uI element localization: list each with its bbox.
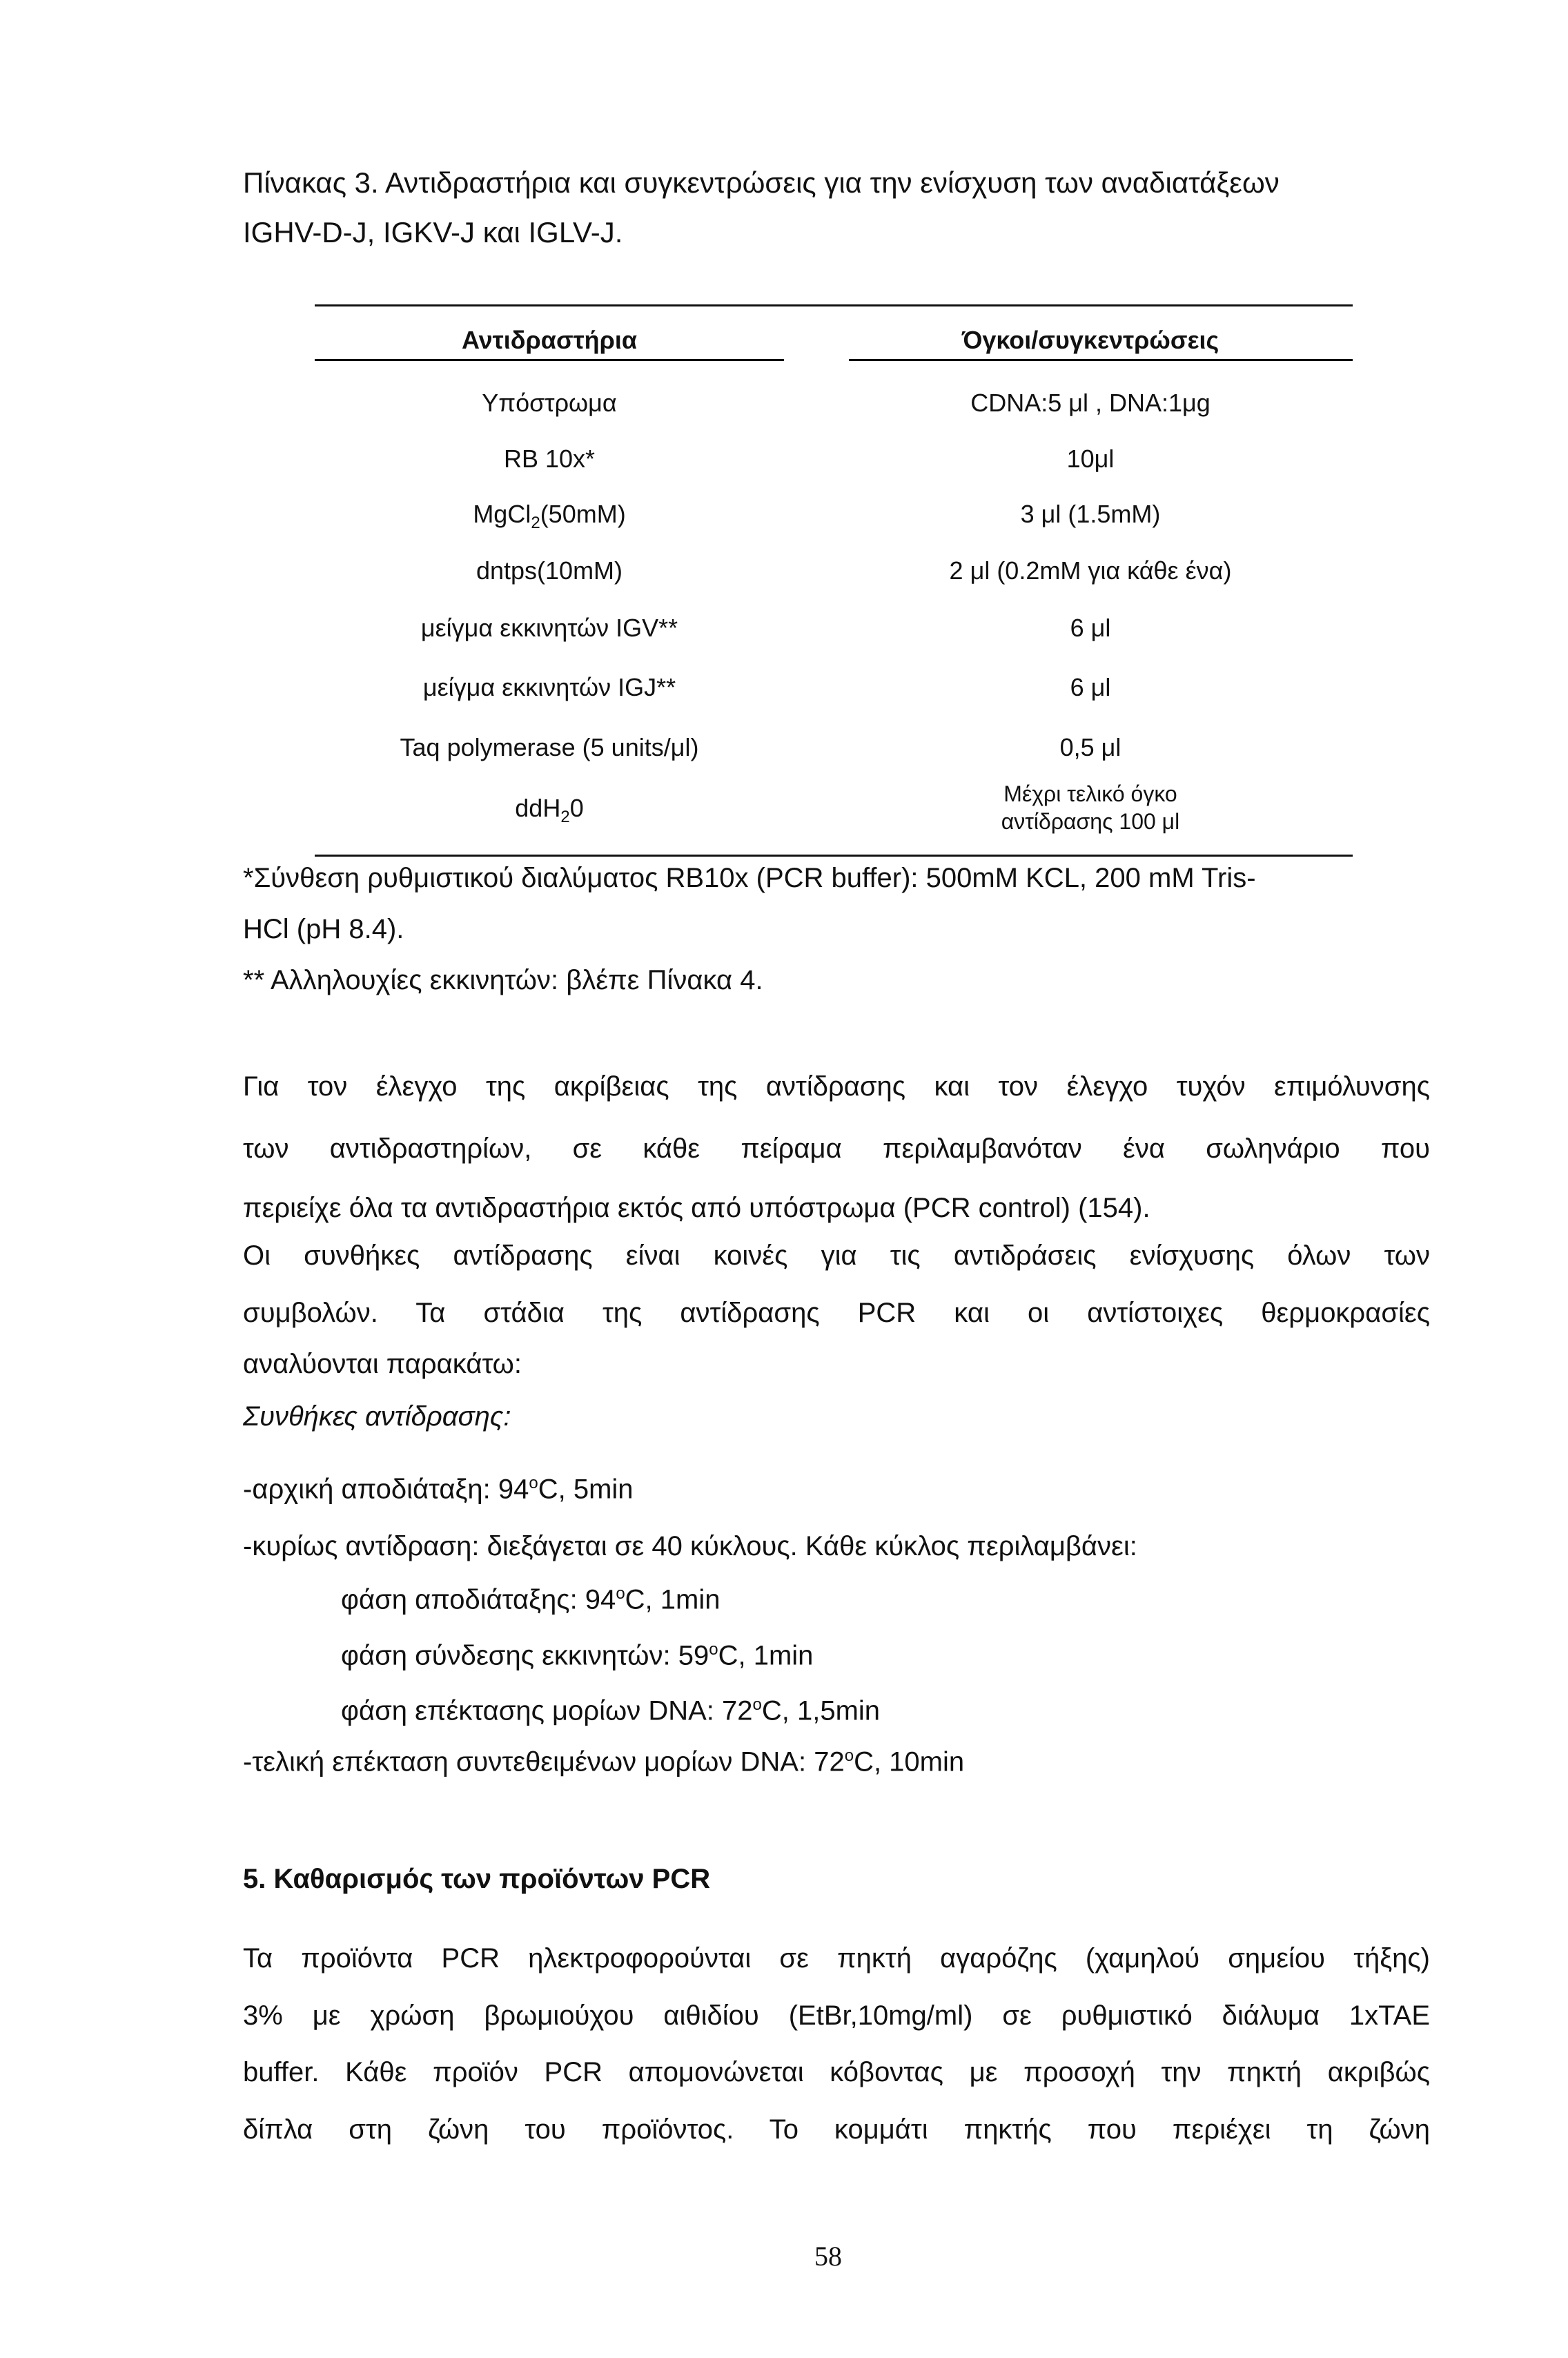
- footnote-primers: ** Αλληλουχίες εκκινητών: βλέπε Πίνακα 4.: [243, 965, 763, 995]
- table-row-amount: Μέχρι τελικό όγκο αντίδρασης 100 μl: [1001, 781, 1180, 834]
- paragraph-line: Για τον έλεγχο της ακρίβειας της αντίδρασης και τον έλεγχο τυχόν επιμόλυνσης: [243, 1071, 1430, 1102]
- paragraph-line: αναλύονται παρακάτω:: [243, 1349, 522, 1379]
- condition-initial-denaturation: -αρχική αποδιάταξη: 94$^o$C, 5min: [243, 1474, 634, 1505]
- column-header-reagents: Αντιδραστήρια: [461, 326, 638, 354]
- table-caption-line-1: Πίνακας 3. Αντιδραστήρια και συγκεντρώσεις για την ενίσχυση των αναδιατάξεων: [243, 166, 1280, 199]
- table-row-amount: 3 μl (1.5mM): [1020, 500, 1161, 528]
- header-underline-right: [849, 359, 1353, 361]
- table-row-reagent: Taq polymerase (5 units/μl): [400, 733, 699, 761]
- condition-phase-extension: φάση επέκτασης μορίων DNA: 72$^o$C, 1,5min: [341, 1695, 881, 1726]
- table-caption-line-2: IGHV-D-J, IGKV-J και IGLV-J.: [243, 216, 623, 249]
- table-row-reagent: μείγμα εκκινητών IGJ**: [422, 673, 676, 701]
- section-paragraph-line: δίπλα στη ζώνη του προϊόντος. Το κομμάτι πηκτής που περιέχει τη ζώνη: [243, 2114, 1430, 2145]
- table-row-amount: 10μl: [1066, 445, 1115, 473]
- header-underline-left: [315, 359, 784, 361]
- table-top-rule: [315, 304, 1353, 306]
- table-row-amount: CDNA:5 μl , DNA:1μg: [970, 389, 1211, 417]
- condition-phase-denaturation: φάση αποδιάταξης: 94$^o$C, 1min: [341, 1584, 721, 1615]
- table-row-amount: 2 μl (0.2mM για κάθε ένα): [949, 556, 1232, 585]
- table-row-reagent: dntps(10mM): [476, 556, 623, 585]
- table-row-reagent: Υπόστρωμα: [482, 389, 617, 417]
- footnote-buffer-line-1: *Σύνθεση ρυθμιστικού διαλύματος RB10x (PCR buffer): 500mM KCL, 200 mM Tris-: [243, 863, 1256, 893]
- paragraph-line: περιείχε όλα τα αντιδραστήρια εκτός από υπόστρωμα (PCR control) (154).: [243, 1193, 1150, 1223]
- page-number: 58: [814, 2241, 842, 2272]
- table-bottom-rule: [315, 855, 1353, 857]
- footnote-buffer-line-2: HCl (pH 8.4).: [243, 914, 404, 944]
- paragraph-line: των αντιδραστηρίων, σε κάθε πείραμα περιλαμβανόταν ένα σωληνάριο που: [243, 1133, 1430, 1164]
- table-row-reagent: RB 10x*: [503, 445, 596, 473]
- section-paragraph-line: Τα προϊόντα PCR ηλεκτροφορούνται σε πηκτή αγαρόζης (χαμηλού σημείου τήξης): [243, 1943, 1430, 1974]
- table-row-amount: 0,5 μl: [1059, 733, 1121, 761]
- table-row-reagent: MgCl$_2$(50mM): [473, 500, 626, 533]
- section-paragraph-line: 3% με χρώση βρωμιούχου αιθιδίου (EtBr,10mg/ml) σε ρυθμιστικό διάλυμα 1xTAE: [243, 2000, 1430, 2031]
- paragraph-line: Οι συνθήκες αντίδρασης είναι κοινές για τις αντιδράσεις ενίσχυσης όλων των: [243, 1240, 1430, 1271]
- condition-phase-annealing: φάση σύνδεσης εκκινητών: 59$^o$C, 1min: [341, 1640, 814, 1671]
- table-row-amount: 6 μl: [1070, 614, 1111, 642]
- table-row-reagent: ddH$_2$0: [515, 794, 584, 827]
- condition-final-extension: -τελική επέκταση συντεθειμένων μορίων DNA: 72$^o$C, 10min: [243, 1746, 965, 1777]
- table-row-amount: 6 μl: [1070, 673, 1111, 701]
- paragraph-line: συμβολών. Τα στάδια της αντίδρασης PCR και οι αντίστοιχες θερμοκρασίες: [243, 1298, 1430, 1328]
- condition-main-reaction: -κυρίως αντίδραση: διεξάγεται σε 40 κύκλους. Κάθε κύκλος περιλαμβάνει:: [243, 1531, 1137, 1561]
- section-paragraph-line: buffer. Κάθε προϊόν PCR απομονώνεται κόβοντας με προσοχή την πηκτή ακριβώς: [243, 2057, 1430, 2087]
- column-header-volumes: Όγκοι/συγκεντρώσεις: [961, 326, 1219, 354]
- conditions-heading: Συνθήκες αντίδρασης:: [243, 1401, 511, 1432]
- table-row-reagent: μείγμα εκκινητών IGV**: [420, 614, 678, 642]
- section-heading: 5. Καθαρισμός των προϊόντων PCR: [243, 1864, 711, 1894]
